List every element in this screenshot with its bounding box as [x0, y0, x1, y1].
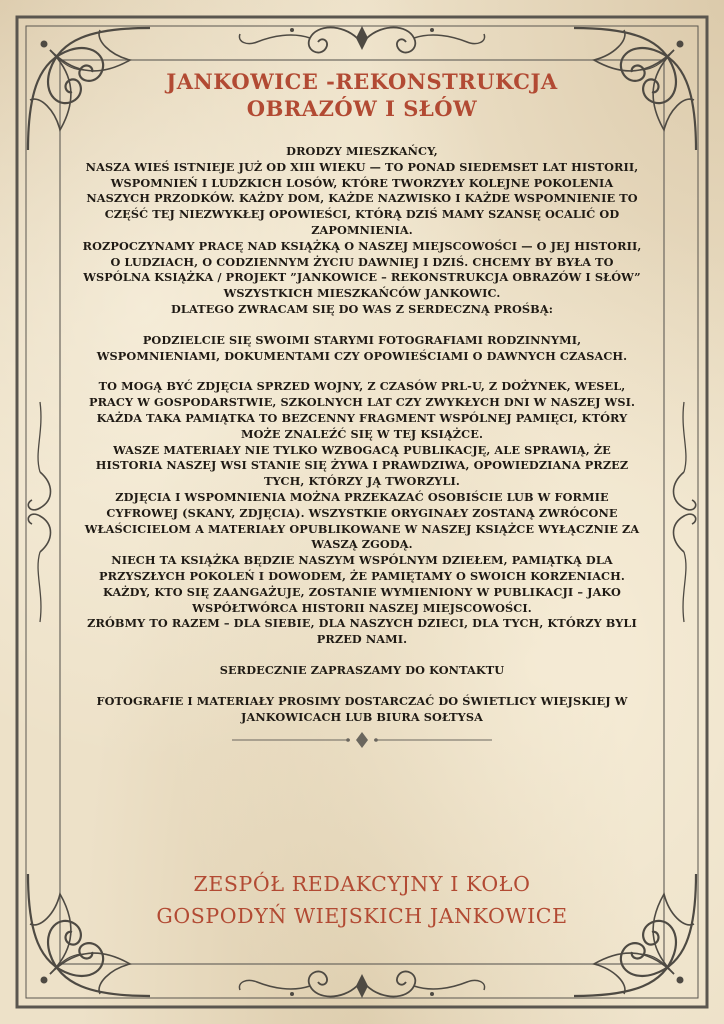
paragraph-delivery-form: ZDJĘCIA I WSPOMNIENIA MOŻNA PRZEKAZAĆ OSOBIŚCIE LUB W FORMIE CYFROWEJ (SKANY, ZDJĘCIA). WSZYSTKIE ORYGINAŁY ZOSTANĄ ZWRÓCONE WŁAŚCICIELOM A MATERIAŁY OPUBLIKOWANE W NASZEJ KSIĄŻCE WYŁĄCZNIE ZA WASZĄ ZGODĄ. — [84, 489, 640, 552]
spacer — [80, 648, 644, 663]
paragraph-together: ZRÓBMY TO RAZEM – DLA SIEBIE, DLA NASZYCH DZIECI, DLA TYCH, KTÓRZY BYLI PRZED NAMI. — [87, 616, 637, 647]
contact-invitation: SERDECZNIE ZAPRASZAMY DO KONTAKTU — [219, 662, 505, 677]
signature-line-1: ZESPÓŁ REDAKCYJNY I KOŁO — [193, 872, 531, 896]
spacer — [80, 679, 644, 694]
greeting: DRODZY MIESZKAŃCY, — [286, 144, 438, 158]
paragraph-photos: TO MOGĄ BYĆ ZDJĘCIA SPRZED WOJNY, Z CZASÓW PRL-U, Z DOŻYNEK, WESEL, PRACY W GOSPODARSTWIE, SZKOLNYCH LAT CZY ZWYKŁYCH DNI W NASZEJ WSI. KAŻDA TAKA PAMIĄTKA TO BEZCENNY FRAGMENT WSPÓLNEJ PAMIĘCI, KTÓRY MOŻE ZNALEŹĆ SIĘ W TEJ KSIĄŻCE. — [88, 379, 636, 441]
side-flourish-icon — [28, 402, 50, 622]
spacer — [80, 364, 644, 379]
paragraph-credit: KAŻDY, KTO SIĘ ZAANGAŻUJE, ZOSTANIE WYMIENIONY W PUBLIKACJI – JAKO WSPÓŁTWÓRCA HISTORII NASZEJ MIEJSCOWOŚCI. — [102, 584, 621, 615]
paragraph-project: ROZPOCZYNAMY PRACĘ NAD KSIĄŻKĄ O NASZEJ MIEJSCOWOŚCI — O JEJ HISTORII, O LUDZIACH, O CODZIENNYM ŻYCIU DAWNIEJ I DZIŚ. CHCEMY BY BYŁA TO WSPÓLNA KSIĄŻKA / PROJEKT ”JANKOWICE – REKONSTRUKCJA OBRAZÓW I SŁÓW” — [82, 238, 642, 285]
paragraph-share: PODZIELCIE SIĘ SWOIMI STARYMI FOTOGRAFIAMI RODZINNYMI, WSPOMNIENIAMI, DOKUMENTAMI CZY OPOWIEŚCIAMI O DAWNYCH CZASACH. — [96, 332, 628, 363]
title-line-1: JANKOWICE -REKONSTRUKCJA — [166, 69, 558, 94]
paragraph-materials: WASZE MATERIAŁY NIE TYLKO WZBOGACĄ PUBLIKACJĘ, ALE SPRAWIĄ, ŻE HISTORIA NASZEJ WSI STANIE SIĘ ŻYWA I PRAWDZIWA, OPOWIEDZIANA PRZEZ TYCH, KTÓRZY JĄ TWORZYLI. — [95, 442, 629, 489]
signature-block — [80, 868, 644, 932]
page-title — [80, 68, 644, 122]
signature-line-2: GOSPODYŃ WIEJSKICH JANKOWICE — [156, 904, 568, 928]
delivery-instructions: FOTOGRAFIE I MATERIAŁY PROSIMY DOSTARCZAĆ DO ŚWIETLICY WIEJSKIEJ W JANKOWICACH LUB BIURA SOŁTYSA — [96, 693, 628, 724]
spacer — [80, 318, 644, 333]
side-flourish-icon — [674, 402, 696, 622]
poster-content — [80, 68, 644, 749]
title-line-2: OBRAZÓW I SŁÓW — [246, 96, 478, 121]
paragraph-residents: WSZYSTKICH MIESZKAŃCÓW JANKOWIC. — [223, 286, 501, 301]
top-scroll-ornament-icon — [239, 26, 484, 53]
bottom-scroll-ornament-icon — [239, 971, 484, 998]
paragraph-request: DLATEGO ZWRACAM SIĘ DO WAS Z SERDECZNĄ PROŚBĄ: — [171, 301, 553, 316]
letter-body — [80, 144, 644, 725]
diamond-divider-icon — [232, 731, 492, 749]
paragraph-history: NASZA WIEŚ ISTNIEJE JUŻ OD XIII WIEKU — TO PONAD SIEDEMSET LAT HISTORII, WSPOMNIEŃ I LUDZKICH LOSÓW, KTÓRE TWORZYŁY KOLEJNE POKOLENIA NASZYCH PRZODKÓW. KAŻDY DOM, KAŻDE NAZWISKO I KAŻDE WSPOMNIENIE TO CZĘŚĆ TEJ NIEZWYKŁEJ OPOWIEŚCI, KTÓRĄ DZIŚ MAMY SZANSĘ OCALIĆ OD ZAPOMNIENIA. — [85, 159, 639, 237]
paragraph-legacy: NIECH TA KSIĄŻKA BĘDZIE NASZYM WSPÓLNYM DZIEŁEM, PAMIĄTKĄ DLA PRZYSZŁYCH POKOLEŃ I DOWODEM, ŻE PAMIĘTAMY O SWOICH KORZENIACH. — [99, 553, 625, 583]
